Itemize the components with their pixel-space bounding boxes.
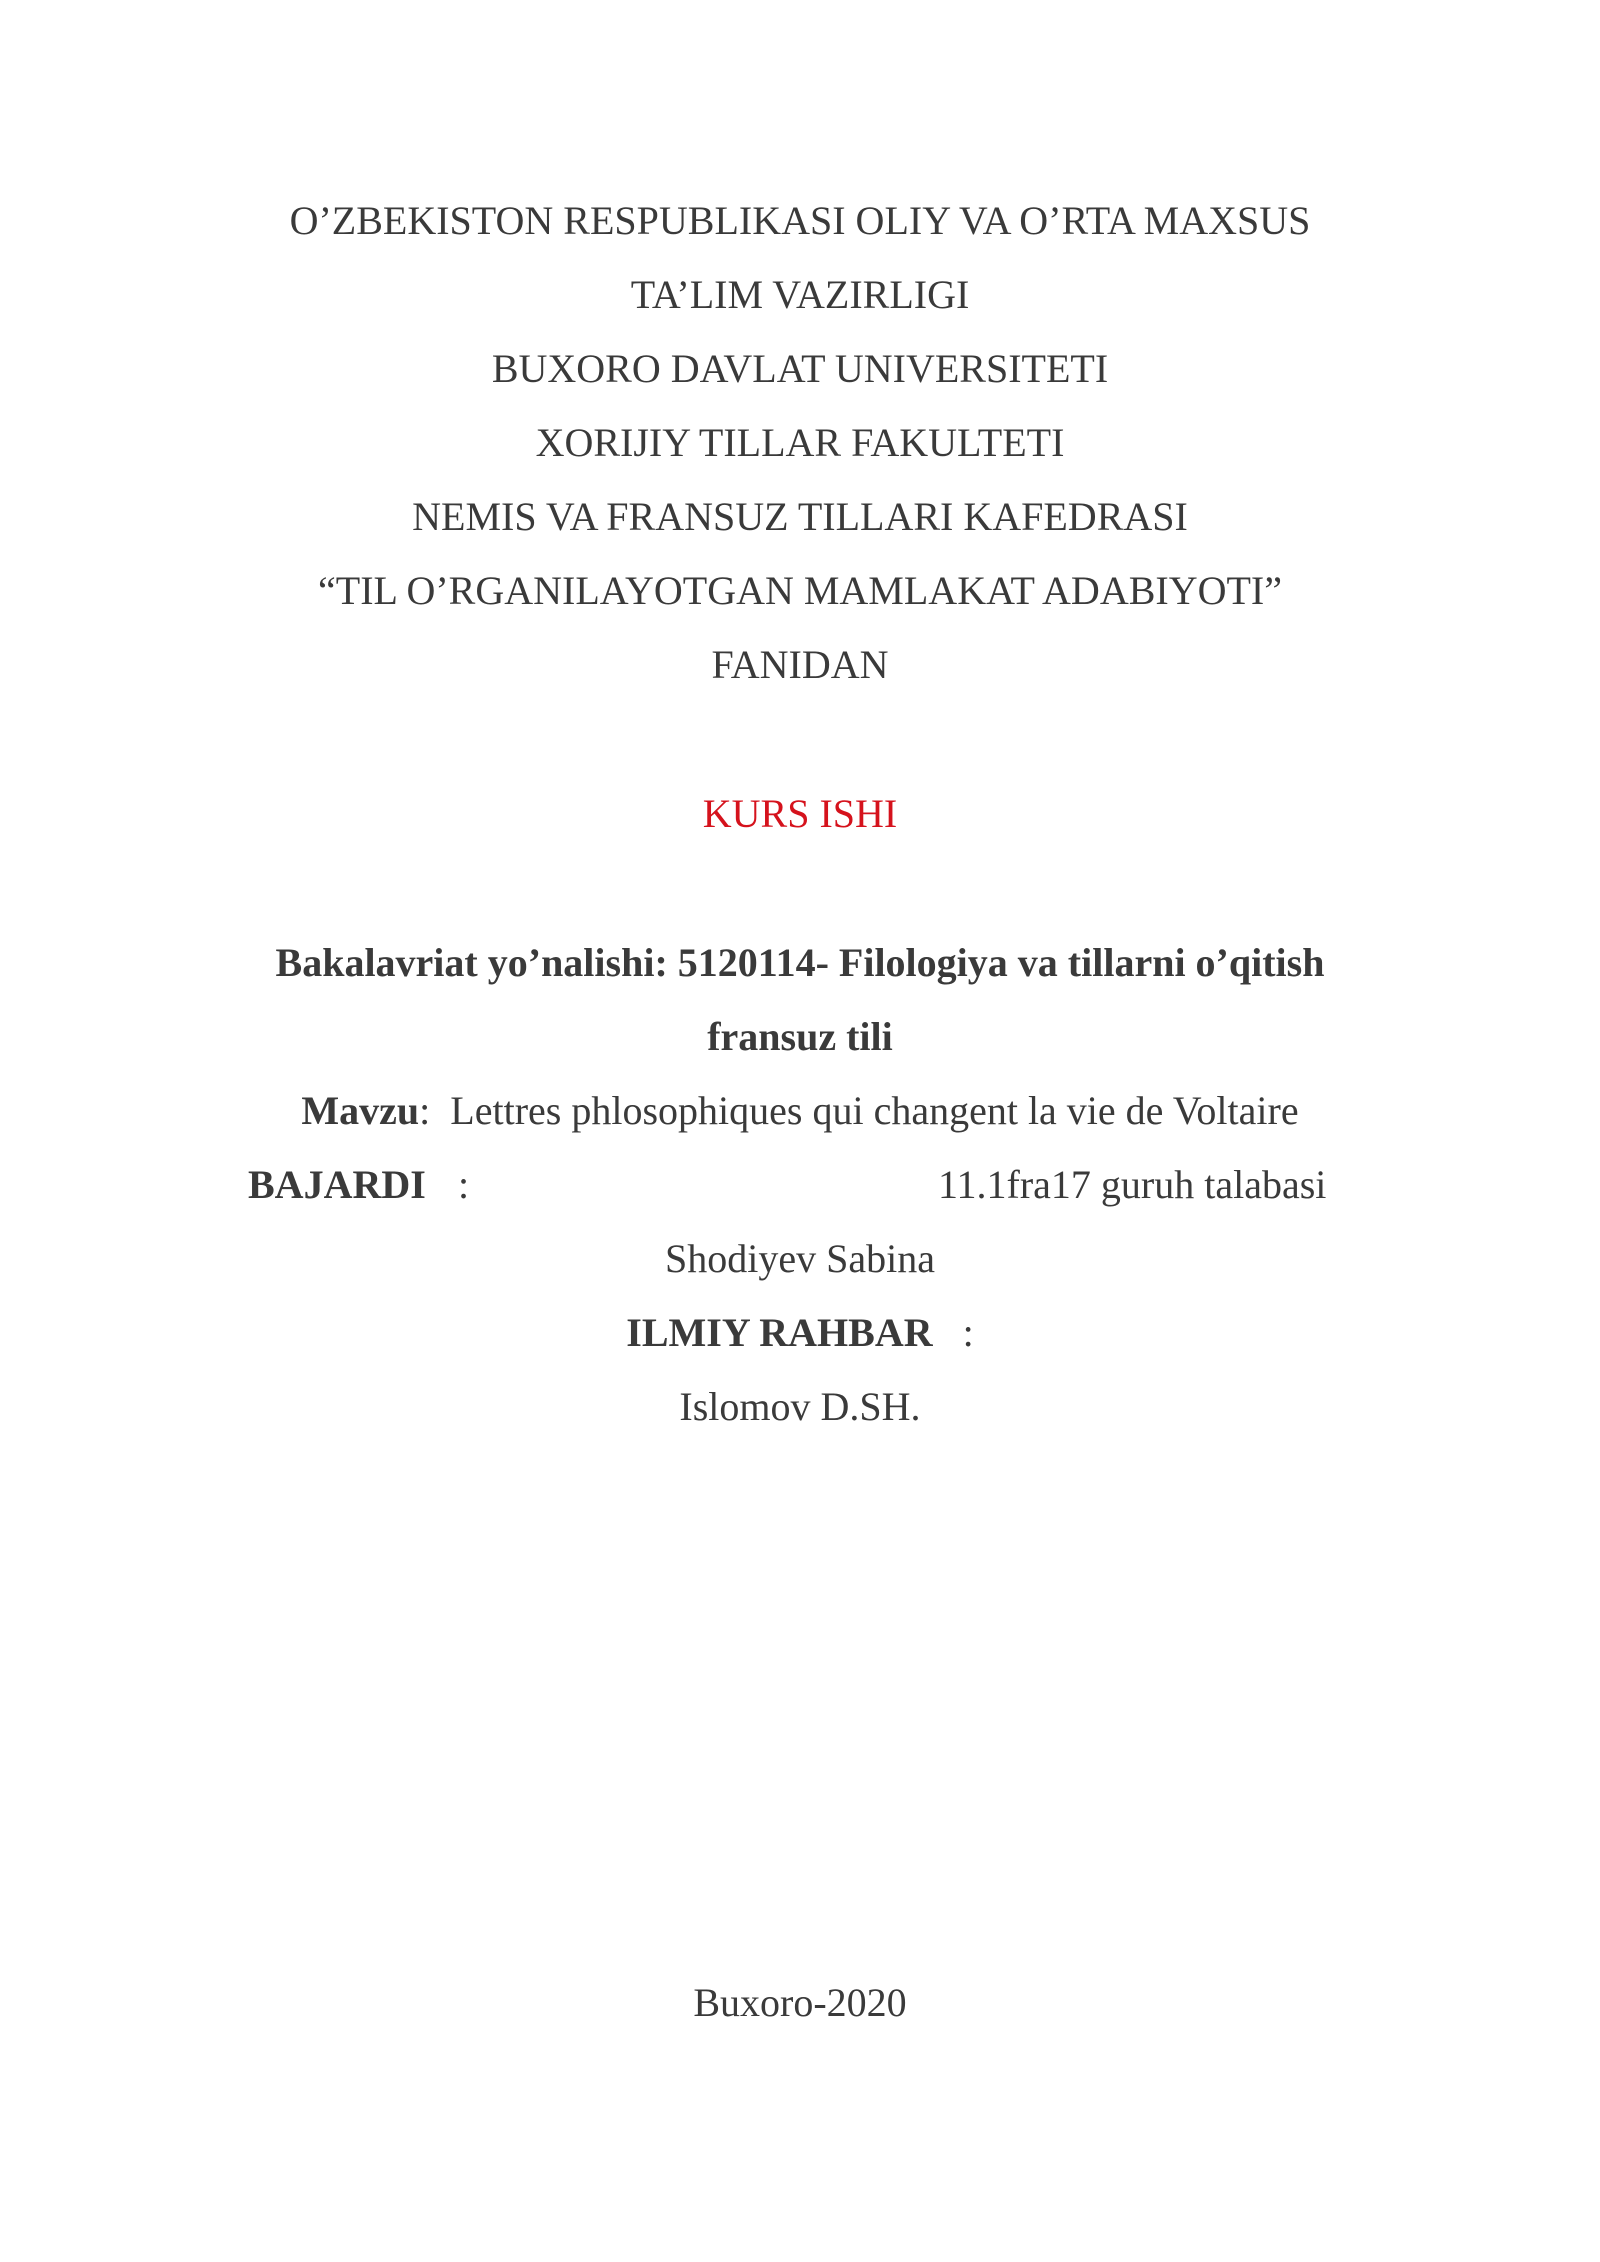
performer-group: 11.1fra17 guruh talabasi bbox=[938, 1162, 1327, 1207]
topic-label: Mavzu bbox=[301, 1088, 420, 1133]
subject-line-2: FANIDAN bbox=[711, 642, 889, 687]
performer-separator: : bbox=[458, 1162, 470, 1207]
supervisor-row bbox=[0, 1308, 1600, 1358]
topic-separator: : bbox=[419, 1088, 431, 1133]
place-year: Buxoro-2020 bbox=[693, 1980, 907, 2025]
supervisor-name: Islomov D.SH. bbox=[679, 1384, 921, 1429]
department-name: NEMIS VA FRANSUZ TILLARI KAFEDRASI bbox=[412, 494, 1188, 539]
direction-line-1: Bakalavriat yo’nalishi: 5120114- Filologiya va tillarni o’qitish bbox=[275, 940, 1325, 985]
performer-label: BAJARDI bbox=[248, 1162, 426, 1207]
supervisor-label: ILMIY RAHBAR bbox=[626, 1310, 933, 1355]
ministry-line-1: O’ZBEKISTON RESPUBLIKASI OLIY VA O’RTA MAXSUS bbox=[289, 198, 1311, 243]
ministry-line-2: TA’LIM VAZIRLIGI bbox=[630, 272, 970, 317]
topic-row bbox=[0, 1086, 1600, 1136]
subject-line-1: “TIL O’RGANILAYOTGAN MAMLAKAT ADABIYOTI” bbox=[318, 568, 1282, 613]
direction-line-2: fransuz tili bbox=[707, 1014, 893, 1059]
university-name: BUXORO DAVLAT UNIVERSITETI bbox=[491, 346, 1109, 391]
faculty-name: XORIJIY TILLAR FAKULTETI bbox=[535, 420, 1065, 465]
supervisor-separator: : bbox=[962, 1310, 974, 1355]
document-title: KURS ISHI bbox=[702, 791, 898, 836]
performer-name: Shodiyev Sabina bbox=[665, 1236, 935, 1281]
topic-value: Lettres phlosophiques qui changent la vie de Voltaire bbox=[450, 1088, 1299, 1133]
